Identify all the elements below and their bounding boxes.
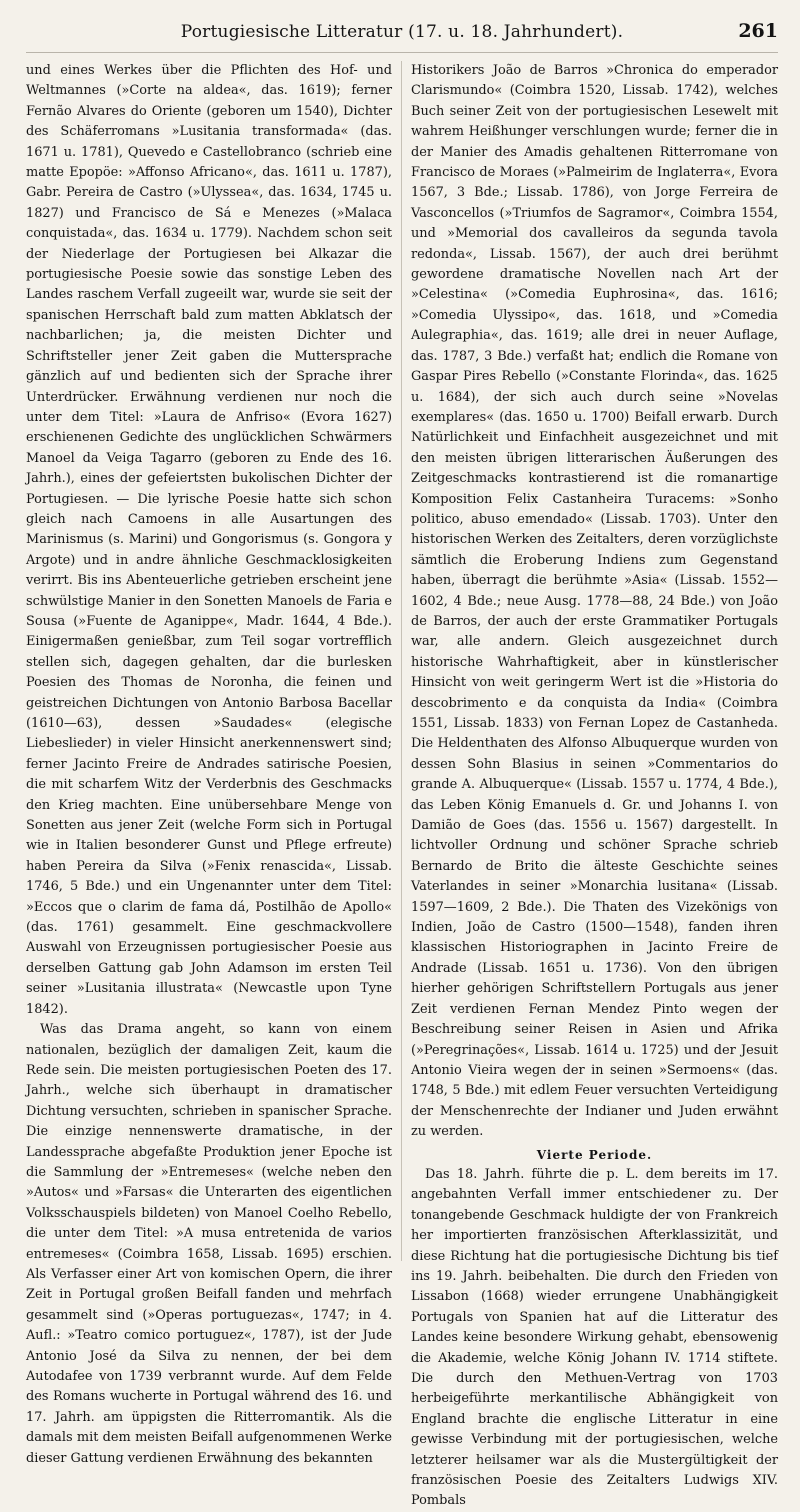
- left-paragraph-drama: Was das Drama angeht, so kann von einem nationalen, bezüglich der damaligen Zeit, kaum die Rede sein. Die meisten portugiesischen Poeten des 17. Jahrh., welche sich überhaupt in dramatischer Dichtung versuchten, schrieben in spanischer Sprache. Die einzige nennenswerte dramatische, in der Landessprache abgefaßte Produktion jener Epoche ist die Sammlung der »Entremeses« (welche neben den »Autos« und »Farsas« die Unterarten des eigentlichen Volksschauspiels bildeten) von Manoel Coelho Rebello, die unter dem Titel: »A musa entretenida de varios entremeses« (Coimbra 1658, Lissab. 1695) erschien. Als Verfasser einer Art von komischen Opern, die ihrer Zeit in Portugal großen Beifall fanden und mehrfach gesammelt sind (»Operas portuguezas«, 1747; in 4. Aufl.: »Teatro comico portuguez«, 1787), ist der Jude Antonio José da Silva zu nennen, der bei dem Autodafee von 1739 verbrannt wurde. Auf dem Felde des Romans wucherte in Portugal während des 16. und 17. Jahrh. am üppigsten die Ritterromantik. Als die damals mit dem meisten Beifall aufgenommenen Werke dieser Gattung verdienen Erwähnung des bekannten: [26, 1022, 392, 1466]
- right-paragraph-romance-history: Historikers João de Barros »Chronica do emperador Clarismundo« (Coimbra 1520, Lissab. 1742), welches Buch seiner Zeit von der portugiesischen Lesewelt mit wahrem Heißhunger verschlungen wurde; ferner die in der Manier des Amadis gehaltenen Ritterromane von Francisco de Moraes (»Palmeirim de Inglaterra«, Evora 1567, 3 Bde.; Lissab. 1786), von Jorge Ferreira de Vasconcellos (»Triumfos de Sagramor«, Coimbra 1554, und »Memorial dos cavalleiros da segunda tavola redonda«, Lissab. 1567), der auch drei berühmt gewordene dramatische Novellen nach Art der »Celestina« (»Comedia Euphrosina«, das. 1616; »Comedia Ulyssipo«, das. 1618, und »Comedia Aulegraphia«, das. 1619; alle drei in neuer Auflage, das. 1787, 3 Bde.) verfaßt hat; endlich die Romane von Gaspar Pires Rebello (»Constante Florinda«, das. 1625 u. 1684), der sich auch durch seine »Novelas exemplares« (das. 1650 u. 1700) Beifall erwarb. Durch Natürlichkeit und Einfachheit ausgezeichnet und mit den meisten übrigen litterarischen Äußerungen des Zeitgeschmacks kontrastierend ist die romanartige Komposition Felix Castanheira Turacems: »Sonho politico, abuso emendado« (Lissab. 1703). Unter den historischen Werken des Zeitalters, deren vorzüglichste sämtlich die Eroberung Indiens zum Gegenstand haben, überragt die berühmte »Asia« (Lissab. 1552—1602, 4 Bde.; neue Ausg. 1778—88, 24 Bde.) von João de Barros, der auch der erste Grammatiker Portugals war, alle andern. Gleich ausgezeichnet durch historische Wahrhaftigkeit, aber in künstlerischer Hinsicht von weit geringerm Wert ist die »Historia do descobrimento e da conquista da India« (Coimbra 1551, Lissab. 1833) von Fernan Lopez de Castanheda. Die Heldenthaten des Alfonso Albuquerque wurden von dessen Sohn Blasius in seinen »Commentarios do grande A. Albuquerque« (Lissab. 1557 u. 1774, 4 Bde.), das Leben König Emanuels d. Gr. und Johanns I. von Damião de Goes (das. 1556 u. 1567) dargestellt. In lichtvoller Ordnung und schöner Sprache schrieb Bernardo de Brito die älteste Geschichte seines Vaterlandes in seiner »Monarchia lusitana« (Lissab. 1597—1609, 2 Bde.). Die Thaten des Vizekönigs von Indien, João de Castro (1500—1548), fanden ihren klassischen Historiographen in Jacinto Freire de Andrade (Lissab. 1651 u. 1736). Von den übrigen hierher gehörigen Schriftstellern Portugals aus jener Zeit verdienen Fernan Mendez Pinto wegen der Beschreibung seiner Reisen in Asien und Afrika (»Peregrinações«, Lissab. 1614 u. 1725) und der Jesuit Antonio Vieira wegen der in seinen »Sermoens« (das. 1748, 5 Bde.) mit edlem Feuer versuchten Verteidigung der Menschenrechte der Indianer und Juden erwähnt zu werden.: [411, 63, 778, 1140]
- running-header: [26, 20, 778, 53]
- page-number: 261: [738, 20, 778, 42]
- two-column-body: [26, 61, 778, 1509]
- left-paragraph-lyric-poetry: und eines Werkes über die Pflichten des Hof- und Weltmannes (»Corte na aldea«, das. 1619); ferner Fernão Alvares do Oriente (geboren um 1540), Dichter des Schäferromans »Lusitania transformada« (das. 1671 u. 1781), Quevedo e Castellobranco (schrieb eine matte Epopöe: »Affonso Africano«, das. 1611 u. 1787), Gabr. Pereira de Castro (»Ulyssea«, das. 1634, 1745 u. 1827) und Francisco de Sá e Menezes (»Malaca conquistada«, das. 1634 u. 1779). Nachdem schon seit der Niederlage der Portugiesen bei Alkazar die portugiesische Poesie sowie das sonstige Leben des Landes raschem Verfall zugeeilt war, wurde sie seit der spanischen Herrschaft bald zum matten Abklatsch der nachbarlichen; ja, die meisten Dichter und Schriftsteller jener Zeit gaben die Muttersprache gänzlich auf und bedienten sich der Sprache ihrer Unterdrücker. Erwähnung verdienen nur noch die unter dem Titel: »Laura de Anfriso« (Evora 1627) erschienenen Gedichte des unglücklichen Schwärmers Manoel da Veiga Tagarro (geboren zu Ende des 16. Jahrh.), eines der gefeiertsten bukolischen Dichter der Portugiesen. — Die lyrische Poesie hatte sich schon gleich nach Camoens in alle Ausartungen des Marinismus (s. Marini) und Gongorismus (s. Gongora y Argote) und in andre ähnliche Geschmacklosigkeiten verirrt. Bis ins Abenteuerliche getrieben erscheint jene schwülstige Manier in den Sonetten Manoels de Faria e Sousa (»Fuente de Aganippe«, Madr. 1644, 4 Bde.). Einigermaßen genießbar, zum Teil sogar vortrefflich stellen sich, dagegen gehalten, dar die burlesken Poesien des Thomas de Noronha, die feinen und geistreichen Dichtungen von Antonio Barbosa Bacellar (1610—63), dessen »Saudades« (elegische Liebeslieder) in vieler Hinsicht anerkennenswert sind; ferner Jacinto Freire de Andrades satirische Poesien, die mit scharfem Witz der Verderbnis des Geschmacks den Krieg machten. Eine unübersehbare Menge von Sonetten aus jener Zeit (welche Form sich in Portugal wie in Italien besonderer Gunst und Pflege erfreute) haben Pereira da Silva (»Fenix renascida«, Lissab. 1746, 5 Bde.) und ein Ungenannter unter dem Titel: »Eccos que o clarim de fama dá, Postilhão de Apollo« (das. 1761) gesammelt. Eine geschmackvollere Auswahl von Erzeugnissen portugiesischer Poesie aus derselben Gattung gab John Adamson im ersten Teil seiner »Lusitania illustrata« (Newcastle upon Tyne 1842).: [26, 63, 392, 1017]
- right-paragraph-18th-century: Das 18. Jahrh. führte die p. L. dem bereits im 17. angebahnten Verfall immer entschiedener zu. Der tonangebende Geschmack huldigte der von Frankreich her importierten französischen Afterklassizität, und diese Richtung hat die portugiesische Dichtung bis tief ins 19. Jahrh. beibehalten. Die durch den Frieden von Lissabon (1668) wieder errungene Unabhängigkeit Portugals von Spanien hat auf die Litteratur des Landes keine besondere Wirkung gehabt, ebensowenig die Akademie, welche König Johann IV. 1714 stiftete. Die durch den Methuen-Vertrag von 1703 herbeigeführte merkantilische Abhängigkeit von England brachte die englische Litteratur in eine gewisse Verbindung mit der portugiesischen, welche letzterer heilsamer war als die Mustergültigkeit der französischen Poesie des Zeitalters Ludwigs XIV. Pombals: [411, 1166, 778, 1509]
- running-title: Portugiesische Litteratur (17. u. 18. Jahrhundert).: [180, 22, 624, 42]
- section-heading: Vierte Periode.: [536, 1147, 653, 1162]
- left-column: [26, 61, 402, 1466]
- right-column: [402, 61, 778, 1509]
